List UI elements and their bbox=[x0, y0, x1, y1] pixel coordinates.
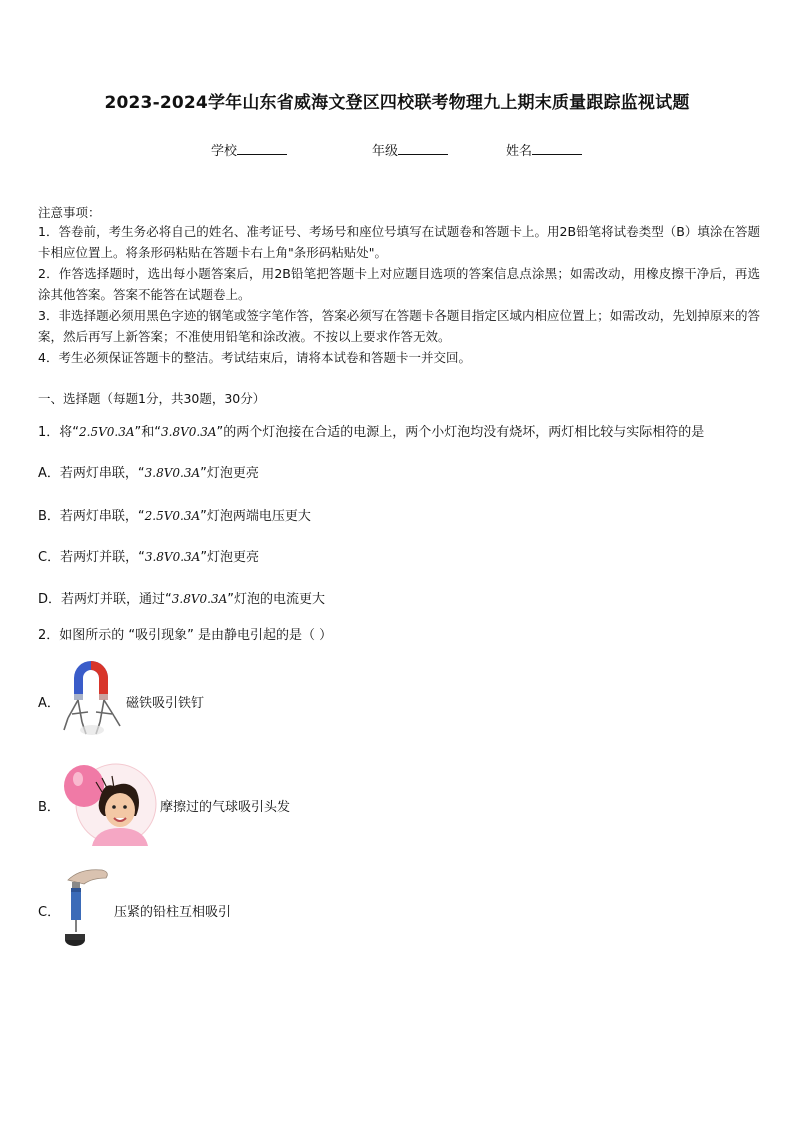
name-field bbox=[506, 140, 582, 159]
notes-list bbox=[38, 221, 760, 368]
question-2-option-b-text: 摩擦过的气球吸引头发 bbox=[160, 800, 291, 815]
question-1-stem bbox=[38, 421, 704, 440]
q1-mid: ”和“ bbox=[134, 425, 161, 440]
note-item: 3．非选择题必须用黑色字迹的钢笔或签字笔作答，答案必须写在答题卡各题目指定区域内相应位置上；如需改动，先划掉原来的答案，然后再写上新答案；不准使用铅笔和涂改液。不按以上要求作答无效。 bbox=[38, 308, 760, 344]
name-label: 姓名 bbox=[506, 144, 533, 159]
question-2-stem: 2．如图所示的 “吸引现象” 是由静电引起的是（ ） bbox=[38, 628, 333, 643]
question-1-option-d[interactable] bbox=[38, 588, 325, 607]
option-value: 3.8V0.3A bbox=[171, 592, 228, 606]
q1-lamp-b: 3.8V0.3A bbox=[161, 425, 217, 439]
option-value: 2.5V0.3A bbox=[144, 509, 201, 523]
option-text: ”灯泡更亮 bbox=[200, 466, 259, 481]
school-field bbox=[211, 140, 287, 159]
name-blank bbox=[532, 143, 582, 155]
notes-heading: 注意事项： bbox=[38, 205, 101, 220]
q1-lamp-a: 2.5V0.3A bbox=[79, 425, 135, 439]
question-1-option-a[interactable] bbox=[38, 462, 259, 481]
balloon-hair-image bbox=[62, 762, 158, 846]
question-1-option-b[interactable] bbox=[38, 505, 311, 524]
option-value: 3.8V0.3A bbox=[144, 550, 201, 564]
grade-label: 年级 bbox=[372, 144, 399, 159]
question-2-option-a-letter[interactable]: A． bbox=[38, 696, 60, 711]
section-heading: 一、选择题（每题1分，共30题，30分） bbox=[38, 391, 266, 406]
question-2-option-c-text: 压紧的铅柱互相吸引 bbox=[114, 905, 232, 920]
option-text: C．若两灯并联，“ bbox=[38, 550, 145, 565]
q1-suffix: ”的两个灯泡接在合适的电源上，两个小灯泡均没有烧坏，两灯相比较与实际相符的是 bbox=[216, 425, 705, 440]
note-item: 2．作答选择题时，选出每小题答案后，用2B铅笔把答题卡上对应题目选项的答案信息点涂黑；如需改动，用橡皮擦干净后，再选涂其他答案。答案不能答在试题卷上。 bbox=[38, 266, 760, 302]
note-item: 4．考生必须保证答题卡的整洁。考试结束后，请将本试卷和答题卡一并交回。 bbox=[38, 350, 471, 365]
question-2-option-c-letter[interactable]: C． bbox=[38, 905, 61, 920]
question-1-option-c[interactable] bbox=[38, 546, 259, 565]
magnet-nails-image bbox=[62, 656, 124, 742]
option-text: A．若两灯串联，“ bbox=[38, 466, 145, 481]
question-2-option-a-text: 磁铁吸引铁钉 bbox=[126, 696, 205, 711]
option-text: ”灯泡两端电压更大 bbox=[200, 509, 311, 524]
option-text: ”灯泡的电流更大 bbox=[227, 592, 325, 607]
note-item: 1．答卷前，考生务必将自己的姓名、准考证号、考场号和座位号填写在试题卷和答题卡上。用2B铅笔将试卷类型（B）填涂在答题卡相应位置上。将条形码粘贴在答题卡右上角"条形码粘贴处"。 bbox=[38, 224, 760, 260]
q1-prefix: 1．将“ bbox=[38, 425, 80, 440]
option-text: ”灯泡更亮 bbox=[200, 550, 260, 565]
page-title: 2023-2024学年山东省威海文登区四校联考物理九上期末质量跟踪监视试题 bbox=[104, 93, 690, 113]
school-blank bbox=[237, 143, 287, 155]
option-value: 3.8V0.3A bbox=[144, 466, 201, 480]
lead-cylinders-image bbox=[62, 866, 112, 952]
grade-blank bbox=[398, 143, 448, 155]
grade-field bbox=[372, 140, 448, 159]
school-label: 学校 bbox=[211, 144, 238, 159]
question-2-option-b-letter[interactable]: B． bbox=[38, 800, 60, 815]
option-text: B．若两灯串联，“ bbox=[38, 509, 145, 524]
option-text: D．若两灯并联，通过“ bbox=[38, 592, 172, 607]
